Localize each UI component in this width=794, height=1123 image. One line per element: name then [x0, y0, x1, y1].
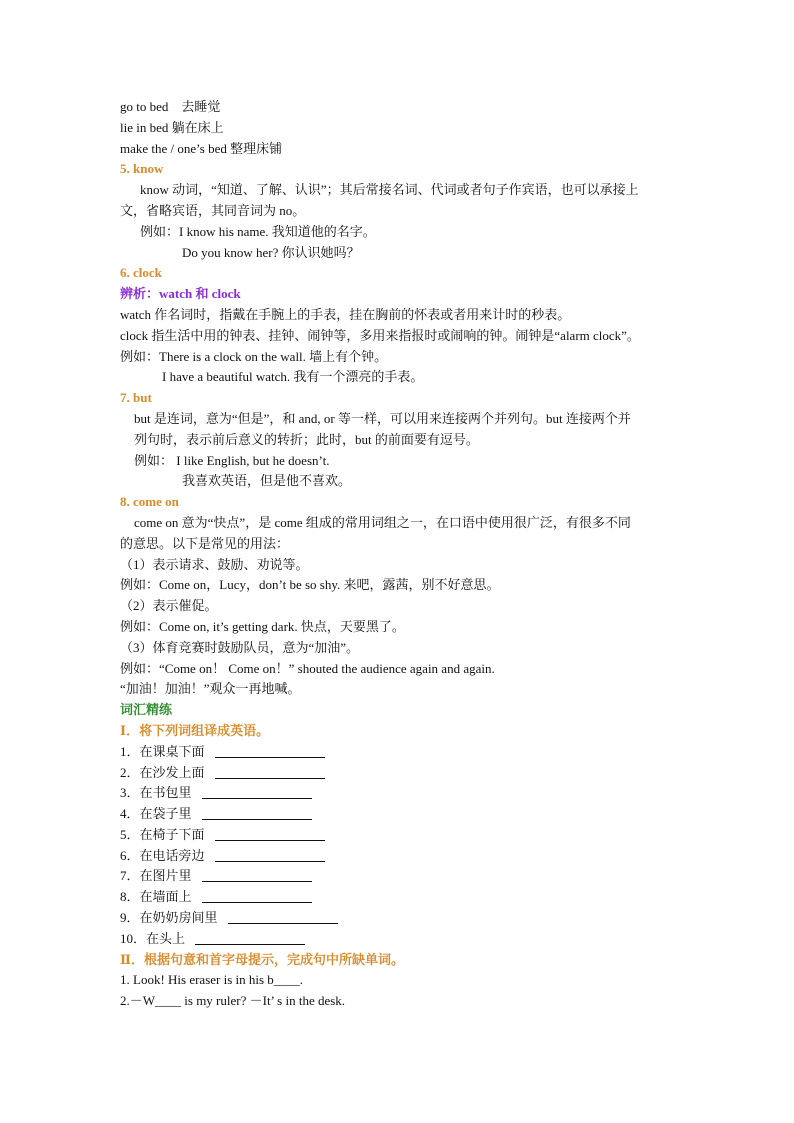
example-line: 例如：There is a clock on the wall. 墙上有个钟。	[120, 348, 388, 364]
answer-blank[interactable]	[202, 869, 312, 882]
example-line: 例如：Come on，Lucy，don’t be so shy. 来吧，露茜，别不好意思。	[120, 577, 500, 593]
answer-blank[interactable]	[202, 807, 312, 820]
exercise-item: 8．在墙面上	[120, 887, 680, 908]
example-line: I have a beautiful watch. 我有一个漂亮的手表。	[162, 369, 424, 385]
exercise-item: 5．在椅子下面	[120, 825, 680, 846]
section-heading: 7. but	[120, 390, 152, 406]
text-line: go to bed 去睡觉	[120, 99, 221, 114]
example-line: Do you know her? 你认识她吗？	[182, 244, 360, 260]
exercise-item: 4．在袋子里	[120, 804, 680, 825]
exercise-item: 7．在图片里	[120, 866, 680, 887]
usage-item: （2）表示催促。	[120, 598, 218, 614]
page-content	[120, 97, 680, 1012]
exercise-item: 2．在沙发上面	[120, 763, 680, 784]
text-line: make the / one’s bed 整理床铺	[120, 140, 283, 156]
answer-blank[interactable]	[215, 745, 325, 758]
example-line: 例如：I know his name. 我知道他的名字。	[140, 223, 376, 239]
exercise-part-title: Ⅱ．根据句意和首字母提示，完成句中所缺单词。	[120, 951, 404, 967]
text-line: 的意思。以下是常见的用法：	[120, 535, 290, 551]
exercise-heading: 词汇精练	[120, 702, 173, 718]
exercise-item: 3．在书包里	[120, 783, 680, 804]
answer-blank[interactable]	[195, 932, 305, 945]
text-line: 文，省略宾语，其同音词为 no。	[120, 202, 306, 218]
answer-blank[interactable]	[215, 849, 325, 862]
exercise-item: 1. Look! His eraser is in his b____.	[120, 972, 304, 988]
usage-item: （1）表示请求、鼓励、劝说等。	[120, 556, 309, 572]
text-line: lie in bed 躺在床上	[120, 119, 224, 135]
section-heading: 5. know	[120, 161, 164, 177]
exercise-item: 1．在课桌下面	[120, 742, 680, 763]
answer-blank[interactable]	[215, 766, 325, 779]
exercise-item: 9．在奶奶房间里	[120, 908, 680, 929]
answer-blank[interactable]	[202, 890, 312, 903]
comparison-heading: 辨析：watch 和 clock	[120, 286, 241, 302]
exercise-item: 2.－W____ is my ruler? －It’ s in the desk.	[120, 993, 346, 1009]
text-line: clock 指生活中用的钟表、挂钟、闹钟等，多用来指报时或闹响的钟。闹钟是“alarm clock”。	[120, 327, 640, 343]
example-line: 例如：“Come on！ Come on！” shouted the audience again and again.	[120, 660, 495, 676]
example-line: 例如： I like English, but he doesn’t.	[134, 452, 330, 468]
example-line: “加油！加油！”观众一再地喊。	[120, 681, 301, 697]
answer-blank[interactable]	[215, 828, 325, 841]
text-line: but 是连词，意为“但是”，和 and, or 等一样，可以用来连接两个并列句。but 连接两个并	[134, 410, 631, 426]
exercise-item: 6．在电话旁边	[120, 846, 680, 867]
section-heading: 6. clock	[120, 265, 162, 281]
exercise-part-title: Ⅰ．将下列词组译成英语。	[120, 722, 270, 738]
text-line: 列句时，表示前后意义的转折；此时，but 的前面要有逗号。	[134, 431, 479, 447]
example-line: 我喜欢英语，但是他不喜欢。	[182, 473, 352, 489]
section-heading: 8. come on	[120, 494, 179, 510]
usage-item: （3）体育竞赛时鼓励队员，意为“加油”。	[120, 639, 360, 655]
answer-blank[interactable]	[202, 786, 312, 799]
text-line: know 动词，“知道、了解、认识”；其后常接名词、代词或者句子作宾语，也可以承接上	[140, 182, 639, 198]
text-line: come on 意为“快点”，是 come 组成的常用词组之一，在口语中使用很广泛，有很多不同	[134, 514, 631, 530]
example-line: 例如：Come on, it’s getting dark. 快点，天要黑了。	[120, 618, 405, 634]
answer-blank[interactable]	[228, 911, 338, 924]
text-line: watch 作名词时，指戴在手腕上的手表，挂在胸前的怀表或者用来计时的秒表。	[120, 306, 571, 322]
exercise-item: 10．在头上	[120, 929, 680, 950]
